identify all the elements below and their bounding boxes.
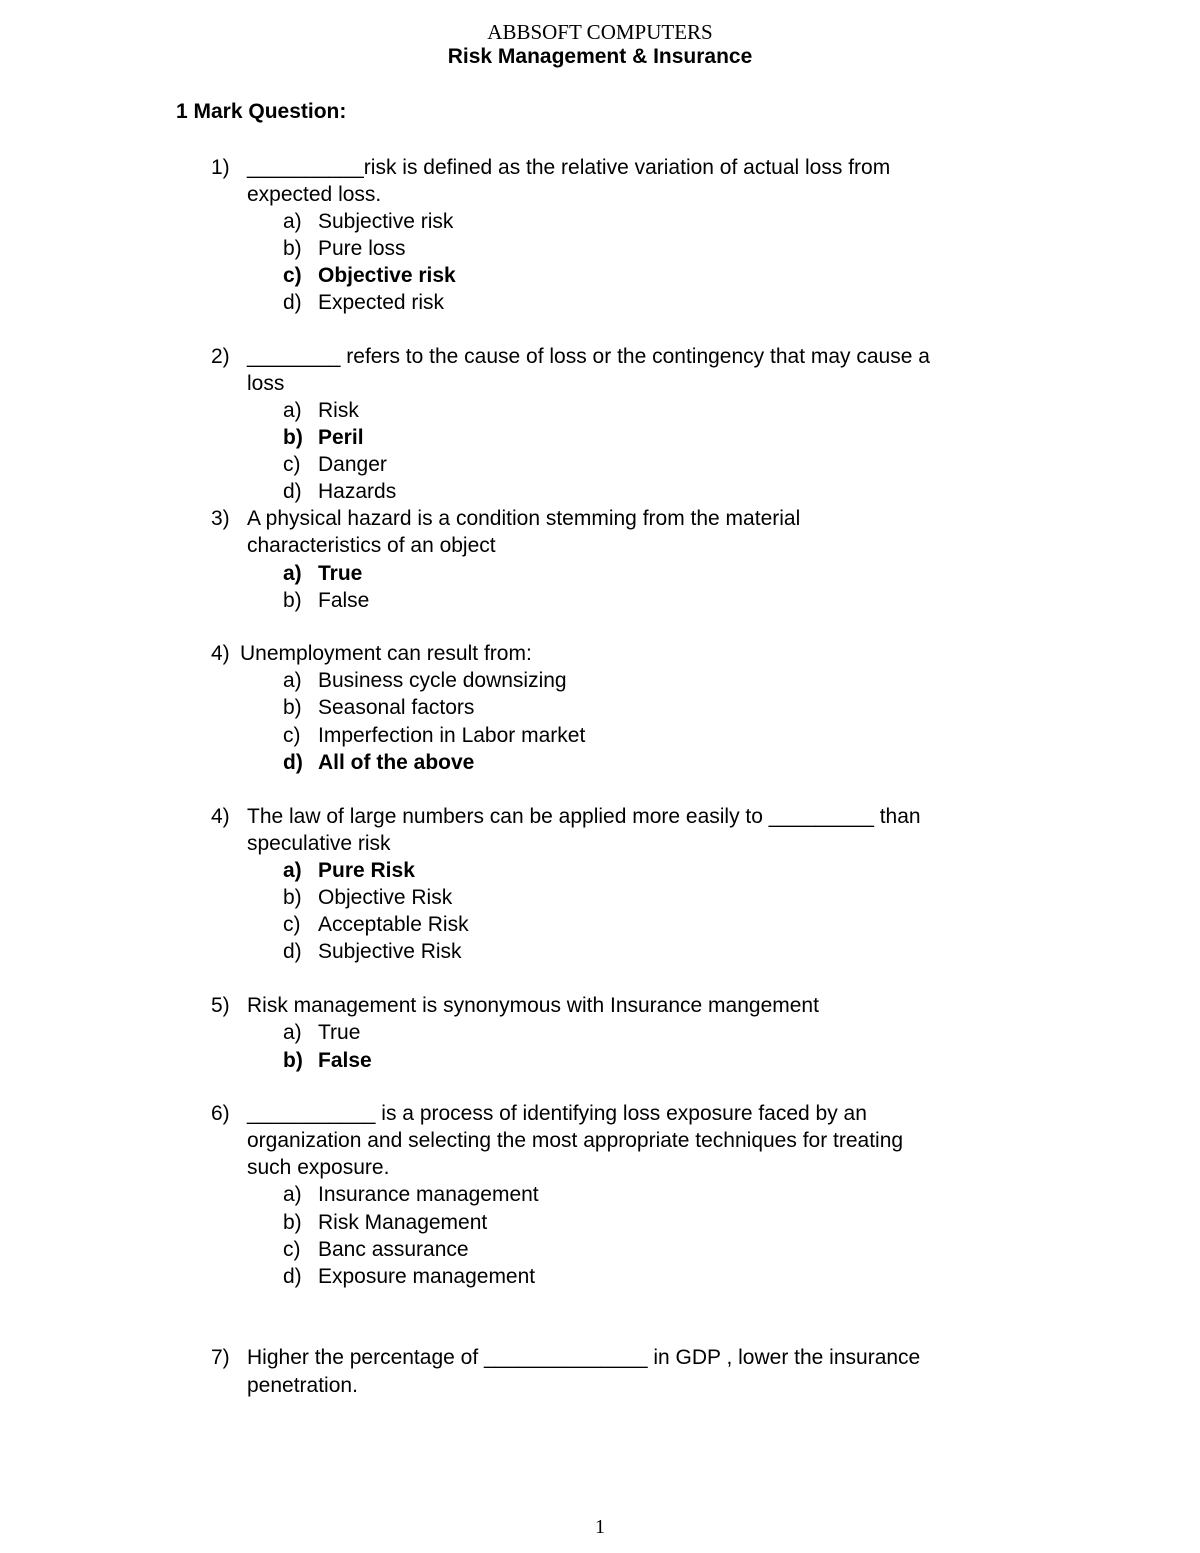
option-text: True bbox=[318, 1021, 361, 1044]
option-text: False bbox=[318, 589, 370, 612]
option-label: b) bbox=[283, 886, 302, 909]
option-text: Business cycle downsizing bbox=[318, 669, 567, 692]
correct-option-text: Peril bbox=[318, 426, 364, 449]
question-text: Higher the percentage of ______________ in GDP , lower the insurance bbox=[247, 1346, 921, 1369]
option-label: a) bbox=[283, 210, 302, 233]
option-text: Banc assurance bbox=[318, 1238, 469, 1261]
question-text: A physical hazard is a condition stemming from the material bbox=[247, 507, 801, 530]
question-text: characteristics of an object bbox=[247, 534, 496, 557]
option-text: Pure loss bbox=[318, 237, 406, 260]
option-label: b) bbox=[283, 696, 302, 719]
option-label: c) bbox=[283, 1238, 301, 1261]
question-number: 6) bbox=[211, 1102, 230, 1125]
correct-option-label: a) bbox=[283, 562, 302, 585]
option-label: b) bbox=[283, 237, 302, 260]
correct-option-text: Pure Risk bbox=[318, 859, 415, 882]
question-number: 1) bbox=[211, 156, 230, 179]
question-text: speculative risk bbox=[247, 832, 391, 855]
question-number: 7) bbox=[211, 1346, 230, 1369]
question-text: such exposure. bbox=[247, 1156, 390, 1179]
correct-option-text: False bbox=[318, 1049, 372, 1072]
option-text: Subjective Risk bbox=[318, 940, 462, 963]
option-text: Seasonal factors bbox=[318, 696, 475, 719]
question-text: organization and selecting the most appropriate techniques for treating bbox=[247, 1129, 904, 1152]
page-number: 1 bbox=[595, 1516, 605, 1538]
option-label: b) bbox=[283, 589, 302, 612]
option-label: d) bbox=[283, 1265, 302, 1288]
option-text: Hazards bbox=[318, 480, 397, 503]
option-label: c) bbox=[283, 913, 301, 936]
question-text: The law of large numbers can be applied more easily to _________ than bbox=[247, 805, 921, 828]
question-text: Risk management is synonymous with Insurance mangement bbox=[247, 994, 819, 1017]
document-title: Risk Management & Insurance bbox=[447, 45, 753, 68]
correct-option-text: True bbox=[318, 562, 363, 585]
option-label: c) bbox=[283, 724, 301, 747]
question-text: loss bbox=[247, 372, 285, 395]
option-label: b) bbox=[283, 1211, 302, 1234]
question-number: 4) bbox=[211, 642, 230, 665]
correct-option-label: c) bbox=[283, 264, 302, 287]
company-name: ABBSOFT COMPUTERS bbox=[487, 20, 713, 44]
option-text: Exposure management bbox=[318, 1265, 536, 1288]
option-text: Objective Risk bbox=[318, 886, 453, 909]
correct-option-text: Objective risk bbox=[318, 264, 456, 287]
option-label: a) bbox=[283, 669, 302, 692]
correct-option-label: a) bbox=[283, 859, 302, 882]
correct-option-label: b) bbox=[283, 426, 303, 449]
option-label: d) bbox=[283, 480, 302, 503]
option-text: Danger bbox=[318, 453, 387, 476]
question-text: penetration. bbox=[247, 1374, 358, 1397]
question-number: 4) bbox=[211, 805, 230, 828]
option-text: Acceptable Risk bbox=[318, 913, 469, 936]
question-text: ___________ is a process of identifying loss exposure faced by an bbox=[247, 1102, 867, 1125]
option-text: Subjective risk bbox=[318, 210, 454, 233]
correct-option-text: All of the above bbox=[318, 751, 475, 774]
question-text: ________ refers to the cause of loss or the contingency that may cause a bbox=[247, 345, 930, 368]
option-label: c) bbox=[283, 453, 301, 476]
option-label: a) bbox=[283, 1183, 302, 1206]
question-number: 3) bbox=[211, 507, 230, 530]
option-text: Insurance management bbox=[318, 1183, 539, 1206]
option-label: a) bbox=[283, 1021, 302, 1044]
correct-option-label: b) bbox=[283, 1049, 303, 1072]
option-label: d) bbox=[283, 291, 302, 314]
question-number: 2) bbox=[211, 345, 230, 368]
question-text: __________risk is defined as the relative variation of actual loss from bbox=[247, 156, 891, 179]
option-label: d) bbox=[283, 940, 302, 963]
question-text: expected loss. bbox=[247, 183, 382, 206]
option-text: Expected risk bbox=[318, 291, 445, 314]
option-text: Imperfection in Labor market bbox=[318, 724, 586, 747]
section-title: 1 Mark Question: bbox=[176, 100, 347, 123]
question-text: Unemployment can result from: bbox=[240, 642, 532, 665]
option-text: Risk Management bbox=[318, 1211, 488, 1234]
question-number: 5) bbox=[211, 994, 230, 1017]
option-text: Risk bbox=[318, 399, 359, 422]
correct-option-label: d) bbox=[283, 751, 303, 774]
option-label: a) bbox=[283, 399, 302, 422]
